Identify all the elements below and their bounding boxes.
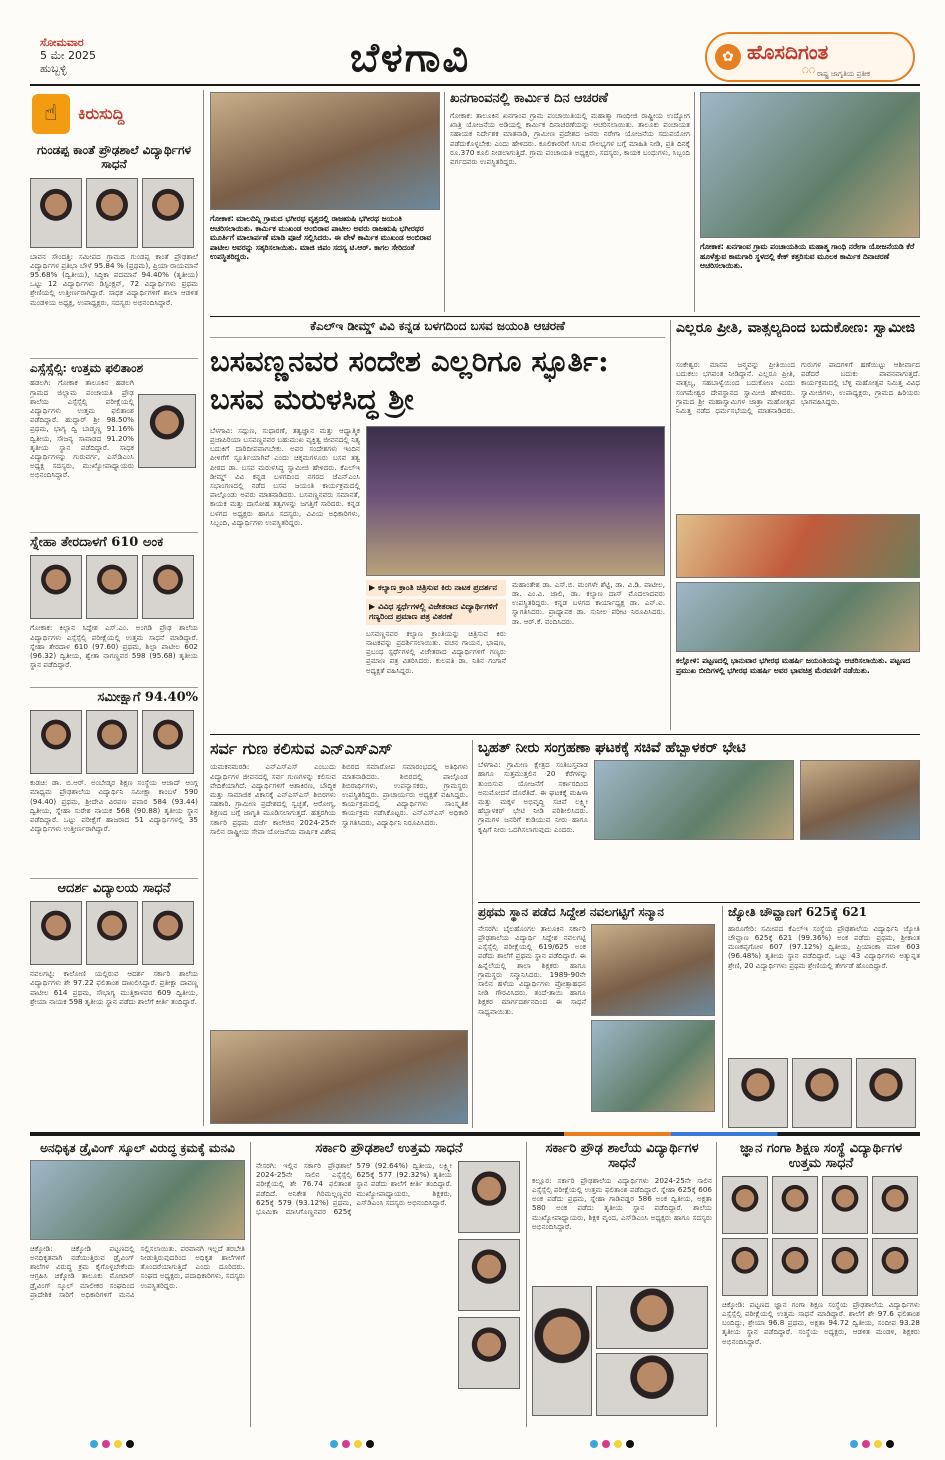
story-title: ಎಸ್ಸೆಸ್ಸೆಲ್ಸಿ: ಉತ್ತಮ ಫಲಿತಾಂಶ (30, 358, 198, 376)
photo-caption: ಗೋಕಾಕ: ಮಾಲದಿನ್ನಿ ಗ್ರಾಮದ ಭಗೀರಥ ವೃತ್ತದಲ್ಲಿ ರಾಜಋಷಿ ಭಗೀರಥ ಜಯಂತಿ ಆಚರಿಸಲಾಯಿತು. ಕಾರ್ಮಿಕ ಮುಖಂಡ ಅಂಬಿರಾವ ಪಾಟೀಲ ಅವರು ರಾಜಋಷಿ ಭಗೀರಥರ ಮೂರ್ತಿಗೆ ಮಾಲಾರ್ಪಣೆ ಮಾಡಿ ಪೂಜೆ ಸಲ್ಲಿಸಿದರು. ಈ ವೇಳೆ ಕಾರ್ಮಿಕ ಮುಖಂಡ ಅಂಬಿರಾವ ಪಾಟೀಲ ಅವರನ್ನು ಸತ್ಕರಿಸಲಾಯಿತು. ಮಾಜಿ ಜಿಪಂ ಸದಸ್ಯ ಟಿ.ಆರ್‌. ಕಾಗಲ ಸೇರಿದಂತೆ ಉಪಸ್ಥಿತರಿದ್ದರು. (210, 214, 432, 261)
student-photo (822, 1176, 868, 1234)
photo-grid (722, 1176, 920, 1296)
story-title: ಖನಗಾಂವನಲ್ಲಿ ಕಾರ್ಮಿಕ ದಿನ ಆಚರಣೆ (450, 91, 608, 106)
logo-text: ಹೊಸದಿಗಂತ (747, 40, 829, 64)
event-photo (366, 426, 665, 576)
news-photo (594, 760, 794, 840)
story-row (478, 760, 920, 886)
student-photo (772, 1176, 818, 1234)
bottom-story-1 (30, 1142, 245, 1427)
story-row (478, 924, 718, 1120)
hebbalkar-story (478, 740, 920, 900)
news-photo (30, 1160, 245, 1240)
kirusuddi-banner (30, 90, 198, 140)
story-title: ಜ್ಞಾನ ಗಂಗಾ ಶಿಕ್ಷಣ ಸಂಸ್ಥೆ ವಿದ್ಯಾರ್ಥಿಗಳ ಉತ್ತಮ ಸಾಧನೆ (739, 1141, 903, 1171)
story-body: ಬೆಳಗಾವಿ: ಸದ್ಗುಣ, ಸುಧಾರಣೆ, ತತ್ವಜ್ಞಾನ ಮತ್ತು ಆಧ್ಯಾತ್ಮಿಕ ಪ್ರಜಾಪಿರಿಯಾ ಬಸವಣ್ಣನವರ ಬಹುಮುಖ ವ್ಯಕ್ತಿತ್ವ ಜೀವನದಲ್ಲಿ ನಿತ್ಯ ಬದುಕಿಗೆ ದಾರಿದೀಪವಾಗಬೇಕು. ಅವರ ಸಂದೇಶಗಳು ಇಂದಿನ ಪೀಳಿಗೆಗೆ ಸ್ಫೂರ್ತಿಯಾಗಿವೆ ಎಂದು ಚಿಕ್ಕಮಗಳೂರು ಬಸವ ತತ್ವ ಪೀಠದ ಡಾ. ಬಸವ ಮರುಳಸಿದ್ಧ ಸ್ವಾಮೀಜಿ ಹೇಳಿದರು. ಕೆಎಲ್‌ಇ ಡೀಮ್ಡ್ ವಿವಿ ಕನ್ನಡ ಬಳಗದಿಂದ ನಗರದ ಜೆಎನ್‌ಎಂಸಿ ಸಭಾಂಗಣದಲ್ಲಿ ನಡೆದ ಬಸವ ಜಯಂತಿ ಕಾರ್ಯಕ್ರಮದಲ್ಲಿ ಪಾಲ್ಗೊಂಡು ಅವರು ಮಾತನಾಡಿದರು. ಬಸವಣ್ಣನವರು ಸಮಾನತೆ, ಕಾಯಕ ಮತ್ತು ದಾಸೋಹ ತತ್ವಗಳನ್ನು ಜಗತ್ತಿಗೆ ಸಾರಿದರು. ಕನ್ನಡ ಬಳಗದ ಅಧ್ಯಕ್ಷರು ಹಾಗೂ ಸದಸ್ಯರು, ವಿವಿಯ ಅಧಿಕಾರಿಗಳು, ಸಿಬ್ಬಂದಿ, ವಿದ್ಯಾರ್ಥಿಗಳು ಉಪಸ್ಥಿತರಿದ್ದರು. (210, 425, 360, 527)
news-photo (591, 924, 715, 1016)
news-photo (676, 582, 920, 652)
student-photo (872, 1176, 918, 1234)
story-body: ನೇಸರಗಿ: ಇಲ್ಲಿನ ಸರ್ಕಾರಿ ಪ್ರೌಢಶಾಲೆ 2024-25ನೇ ಸಾಲಿನ ಎಸ್ಸೆಸ್ಸೆಲ್ಸಿ ಪರೀಕ್ಷೆಯಲ್ಲಿ ಶೇ 76.74 ಫಲಿತಾಂಶ ಪಡೆದಿದೆ. ಅನಿಕೇತ ಗಿರಿಮಲ್ಲಣ್ಣವರ 625ಕ್ಕೆ 579 (93.12%) ಪ್ರಥಮ, ಭೂಮಿಕಾ ಮಾಸಿಗೊಣ್ಣನವರ 625ಕ್ಕೆ 579 (92.64%) ದ್ವಿತೀಯ, ಲಕ್ಷ್ಮೀ 625ಕ್ಕೆ 577 (92.32%) ತೃತೀಯ ಸ್ಥಾನ ಪಡೆದು ಶಾಲೆಗೆ ಕೀರ್ತಿ ತಂದಿದ್ದಾರೆ. ಮುಖ್ಯೋಪಾಧ್ಯಾಯರು, ಶಿಕ್ಷಕರು, ಎಸ್‌ಡಿಎಂಸಿ ಸದಸ್ಯರು ಅಭಿನಂದಿಸಿದ್ದಾರೆ. (256, 1160, 452, 1216)
news-photo (210, 1030, 468, 1124)
photo-stack (591, 924, 715, 1120)
jyoti-story (728, 906, 920, 1128)
bottom-story-2 (256, 1142, 522, 1427)
highlights-box (366, 580, 506, 730)
story-body: ಬಾವನ ಸೌಂದತ್ತಿ: ಸಮೀಪದ ಗ್ರಾಮದ ಗುಂಡಪ್ಪ ಕಾಂತೆ ಪ್ರೌಢಶಾಲೆ ವಿದ್ಯಾರ್ಥಿಗಳ ಪ್ರತಿಭಾ ಬೌಳೆ 95.84 % (ಪ್ರಥಮ), ಪ್ರಿಯಾ ರಾಯಮಾನೆ 95.68% (ದ್ವಿತೀಯ), ಸಿದ್ಧಿಕಾ ಪದಮಾನೆ 94.40% (ತೃತೀಯ) ಒಟ್ಟು 12 ವಿದ್ಯಾರ್ಥಿಗಳು ಡಿಸ್ಟಿಂಕ್ಷನ್, 72 ವಿದ್ಯಾರ್ಥಿಗಳು ಪ್ರಥಮ ಶ್ರೇಣಿಯಲ್ಲಿ ಉತ್ತೀರ್ಣರಾಗಿದ್ದಾರೆ. ಸಾಧಕ ವಿದ್ಯಾರ್ಥಿಗಳಿಗೆ ಶಾಲಾ ಆಡಳಿತ ಮಂಡಳಿಯ ಅಧ್ಯಕ್ಷ, ಉಪಾಧ್ಯಕ್ಷರು, ಸದಸ್ಯರು ಅಭಿನಂದಿಸಿದ್ದಾರೆ. (30, 251, 198, 307)
bottom-story-3 (532, 1142, 712, 1427)
story-title: ಸಮೀಕ್ಷಾಗೆ 94.40% (30, 687, 198, 706)
student-photo (30, 901, 82, 965)
student-photo (30, 555, 82, 619)
masthead-place: ಹುಬ್ಬಳ್ಳಿ (40, 62, 67, 75)
story-body: ಬೆಳಗಾವಿ: ಗ್ರಾಮೀಣ ಕ್ಷೇತ್ರದ ಸಂತಿಬಸ್ತವಾಡ ಹಾಗೂ ಸುತ್ತಮುತ್ತಲಿನ 20 ಕೆರೆಗಳನ್ನು ತುಂಬಿಸುವ ಯೋಜನೆಗೆ ಸರ್ಕಾರದಿಂದ ಅನುಮೋದನೆ ದೊರೆತಿದೆ. ಈ ಘಟಕಕ್ಕೆ ಮಹಿಳಾ ಮತ್ತು ಮಕ್ಕಳ ಅಭಿವೃದ್ಧಿ ಸಚಿವೆ ಲಕ್ಷ್ಮೀ ಹೆಬ್ಬಾಳಕರ್ ಭೇಟಿ ನೀಡಿ ಪರಿಶೀಲಿಸಿದರು. ಗ್ರಾಮಗಳ ಜನರಿಗೆ ಕುಡಿಯುವ ನೀರು ಹಾಗೂ ಕೃಷಿಗೆ ನೀರು ಒದಗಿಸಲಾಗುವುದು ಎಂದರು. (478, 760, 588, 834)
student-photo (142, 901, 194, 965)
siddesh-story (478, 906, 718, 1128)
student-photo (596, 1286, 708, 1349)
photo-caption: ಗೋಕಾಕ: ಖನಗಾಂವ ಗ್ರಾಮ ಪಂಚಾಯತಿಯ ಮಹಾತ್ಮ ಗಾಂಧಿ ನರೇಗಾ ಯೋಜನೆಯಡಿ ಕೆರೆ ಹೂಳೆತ್ತುವ ಕಾಮಗಾರಿ ಸ್ಥಳದಲ್ಲಿ ಕೇಕ್ ಕತ್ತರಿಸುವ ಮೂಲಕ ಕಾರ್ಮಿಕ ದಿನಾಚರಣೆ ಆಚರಿಸಲಾಯಿತು. (700, 242, 915, 270)
story-body: ಮಹಾಂತೇಶ ಡಾ. ಎಸ್‌.ಬಿ. ಮಂಗಳೇ ಶೆಟ್ಟಿ, ಡಾ. ವಿ.ಡಿ. ಪಾಟೀಲ, ಡಾ. ಎಂ.ವಿ. ಜಾಲಿ, ಡಾ. ಕಲ್ಯಾಣ ದಾಸ್‌ ಮೊದಲಾದವರು ಉಪಸ್ಥಿತರಿದ್ದರು. ಕನ್ನಡ ಬಳಗದ ಕಾರ್ಯಾಧ್ಯಕ್ಷ ಡಾ. ಎನ್‌.ಐ. ಸ್ವಾಗತಿಸಿದರು. ಪ್ರಾಧ್ಯಾಪಕ ಡಾ. ಸುನೀಲ ಪರೀಟ ನಿರೂಪಿಸಿದರು. ಡಾ. ಆರ್‌.ಕೆ. ವಂದಿಸಿದರು. (512, 579, 665, 626)
story-body: ಗೋಕಾಕ: ತಾಲೂಕಿನ ಖನಗಾಂವ ಗ್ರಾಮ ಪಂಚಾಯಿತಿಯಲ್ಲಿ ಮಹಾತ್ಮಾ ಗಾಂಧೀಜಿ ರಾಷ್ಟ್ರೀಯ ಉದ್ಯೋಗ ಖಾತ್ರಿ ಯೋಜನೆಯ ಅಡಿಯಲ್ಲಿ ಕಾರ್ಮಿಕ ದಿನಾಚರಣೆಯನ್ನು ಆಚರಿಸಲಾಯಿತು. ತಾಲೂಕು ಪಂಚಾಯತ ಸಹಾಯಕ ನಿರ್ದೇಶಕ ಮಾತನಾಡಿ, ಗ್ರಾಮೀಣ ಪ್ರದೇಶದ ಜನರು ನರೇಗಾ ಯೋಜನೆಯ ಸದುಪಯೋಗ ಪಡೆದುಕೊಳ್ಳಬೇಕು ಎಂದು ಹೇಳಿದರು. ಕೂಲಿಕಾರರಿಗೆ ಸಿಗುವ ಸೌಲಭ್ಯಗಳ ಬಗ್ಗೆ ಮಾಹಿತಿ ನೀಡಿ, ಪ್ರತಿ ದಿನಕ್ಕೆ ರೂ.370 ಕೂಲಿ ನೀಡಲಾಗುತ್ತಿದೆ. ಗ್ರಾಮ ಪಂಚಾಯತಿ ಅಧ್ಯಕ್ಷರು, ಸದಸ್ಯರು, ಕಾಯಕ ಬಂಧುಗಳು, ಸಿಬ್ಬಂದಿ ವರ್ಗದವರು ಉಪಸ್ಥಿತರಿದ್ದರು. (450, 110, 690, 166)
bottom-story-4 (722, 1142, 920, 1427)
column-divider (722, 906, 723, 1128)
registration-dots (850, 1440, 894, 1448)
story-body: ಕಲ್ಲೂರ: ಸರ್ಕಾರಿ ಪ್ರೌಢಶಾಲೆಯ ವಿದ್ಯಾರ್ಥಿಗಳು 2024-25ನೇ ಸಾಲಿನ ಎಸ್ಸೆಸ್ಸೆಲ್ಸಿ ಪರೀಕ್ಷೆಯಲ್ಲಿ ಉತ್ತಮ ಫಲಿತಾಂಶ ಪಡೆದಿದ್ದಾರೆ. ಸ್ನೇಹಾ 625ಕ್ಕೆ 606 ಅಂಕ ಪಡೆದು ಪ್ರಥಮ, ಸ್ನೇಹಾ ಗಾಡಿವಡ್ಡರ 586 ಅಂಕ ದ್ವಿತೀಯ, ಅಕ್ಷತಾ 580 ಅಂಕ ಪಡೆದು ತೃತೀಯ ಸ್ಥಾನ ಪಡೆದಿದ್ದಾರೆ. ಶಾಲೆಯ ಮುಖ್ಯೋಪಾಧ್ಯಾಯರು, ಶಿಕ್ಷಕ ವೃಂದ, ಎಸ್‌ಡಿಎಂಸಿ ಅಧ್ಯಕ್ಷರು ಹಾಗೂ ಸದಸ್ಯರು ಅಭಿನಂದಿಸಿದ್ದಾರೆ. (532, 1175, 712, 1231)
photo-caption: ಕಲ್ಲೋಳಿ: ಪಟ್ಟಣದಲ್ಲಿ ಭಾನುವಾರ ಭಗೀರಥ ಮಹರ್ಷಿ ಜಯಂತಿಯನ್ನು ಆಚರಿಸಲಾಯಿತು. ಪಟ್ಟಣದ ಪ್ರಮುಖ ಬೀದಿಗಳಲ್ಲಿ ಭಗೀರಥ ಮಹರ್ಷಿ ಅವರ ಭಾವಚಿತ್ರ ಮೆರವಣಿಗೆ ನಡೆಯಿತು. (676, 656, 911, 675)
section-rule (210, 316, 920, 317)
student-photo (138, 394, 196, 468)
news-photo (676, 514, 920, 578)
masthead-date (40, 36, 96, 75)
story-title: ಬೃಹತ್ ನೀರು ಸಂಗ್ರಹಣಾ ಘಟಕಕ್ಕೆ ಸಚಿವೆ ಹೆಬ್ಬಾಳಕರ್ ಭೇಟಿ (478, 740, 746, 756)
news-photo (591, 1020, 715, 1112)
column-divider (444, 92, 445, 312)
story-title: ಎಲ್ಲರೂ ಪ್ರೀತಿ, ವಾತ್ಸಲ್ಯದಿಂದ ಬದುಕೋಣ: ಸ್ವಾಮೀಜಿ (676, 320, 916, 336)
story-body: ಹಡಲಗಿ: ಗೋಕಾಕ ತಾಲೂಕಿನ ಹಡಲಗಿ ಗ್ರಾಮದ ಜಿಲ್ಲಾಮ ಪಂಚಾಯತಿ ಪ್ರೌಢ ಶಾಲೆಯ ಎಸ್ಸೆಸ್ಸೆಲ್ಸಿ ಪರೀಕ್ಷೆಯಲ್ಲಿ ವಿದ್ಯಾರ್ಥಿಗಳು ಉತ್ತಮ ಫಲಿತಾಂಶ ಪಡೆದಿದ್ದಾರೆ. ಹುದ್ದಾರ್‌ ಶ್ರೀ 98.50% ಪ್ರಥಮ, ಭಾಗ್ಯ ದ್ವಿ ಬಾಡ್ಮಣ್ಣ 91.16% ದ್ವಿತೀಯ, ಸೌಜನ್ಯ ಸಾವಾಡದ 91.20% ತೃತೀಯ ಸ್ಥಾನ ಪಡೆದಿದ್ದಾರೆ. ಸಾಧಕ ವಿದ್ಯಾರ್ಥಿಗಳನ್ನು ಗುರುವರ್ಗ, ಎಸ್‌ಡಿಎಂಸಿ ಅಧ್ಯಕ್ಷ ಸದಸ್ಯರು, ಮುಖ್ಯೋಪಾಧ್ಯಾಯರು ಅಭಿನಂದಿಸಿದ್ದಾರೆ. (30, 378, 134, 480)
story-body: ನೇಸರಗಿ: ಬೈಲಹೊಂಗಲ ತಾಲೂಕಿನ ಸರ್ಕಾರಿ ಪ್ರೌಢಶಾಲೆಯ ವಿದ್ಯಾರ್ಥಿ ಸಿದ್ದೇಶ ನವಲಗಟ್ಟಿ ಎಸ್ಸೆಸ್ಸೆಲ್ಸಿ ಪರೀಕ್ಷೆಯಲ್ಲಿ 619/625 ಅಂಕ ಪಡೆದು ಶಾಲೆಗೆ ಪ್ರಥಮ ಸ್ಥಾನ ಪಡೆದಿದ್ದಾರೆ. ಈ ಹಿನ್ನೆಲೆಯಲ್ಲಿ ಶಾಲಾ ಶಿಕ್ಷಕರು ಹಾಗೂ ಗ್ರಾಮಸ್ಥರು ಸನ್ಮಾನಿಸಿದರು. 1989-90ನೇ ಸಾಲಿನ ಹಳೆಯ ವಿದ್ಯಾರ್ಥಿಗಳು ಪ್ರೋತ್ಸಾಹಧನ ನೀಡಿ ಗೌರವಿಸಿದರು. ತಂದೆ-ತಾಯಿ ಹಾಗೂ ಶಿಕ್ಷಕರ ಮಾರ್ಗದರ್ಶನದಿಂದ ಈ ಸಾಧನೆ ಸಾಧ್ಯವಾಯಿತು. (478, 923, 586, 1016)
highlight-item: ▶ ಕಲ್ಯಾಣ ಕ್ರಾಂತಿ ಚಿತ್ರಿಸುವ ಕಿರು ನಾಟಕ ಪ್ರದರ್ಶನ (366, 580, 506, 596)
story-title: ಜ್ಯೋತಿ ಚೌವ್ಹಾಣಗೆ 625ಕ್ಕೆ 621 (728, 905, 868, 919)
page-title: ಬೆಳಗಾವಿ (350, 34, 471, 81)
photo-row (728, 1058, 920, 1128)
registration-dots (590, 1440, 634, 1448)
top-story-2 (450, 92, 690, 312)
column-divider (670, 320, 671, 730)
color-strip (30, 1132, 920, 1136)
student-photo (142, 555, 194, 619)
photo-stack (458, 1161, 520, 1411)
story-title: ಆದರ್ಶ ವಿದ್ಯಾಲಯ ಸಾಧನೆ (30, 878, 198, 897)
masthead-rule (30, 84, 920, 86)
top-story-1 (210, 92, 440, 312)
photo-row (30, 178, 198, 248)
student-photo (86, 901, 138, 965)
photo-row (30, 901, 198, 965)
lead-story (210, 320, 665, 730)
story-title: ಸರ್ಕಾರಿ ಪ್ರೌಢ ಶಾಲೆಯ ವಿದ್ಯಾರ್ಥಿಗಳ ಸಾಧನೆ (545, 1141, 699, 1171)
story-title: ಗುಂಡಪ್ಪ ಕಾಂತೆ ಪ್ರೌಢಶಾಲೆ ವಿದ್ಯಾರ್ಥಿಗಳ ಸಾಧನೆ (37, 143, 191, 171)
photo-row (30, 710, 198, 774)
registration-dots (330, 1440, 374, 1448)
column-divider (472, 740, 473, 1128)
newspaper-logo (705, 32, 915, 82)
news-photo (700, 92, 920, 238)
top-story-3 (700, 92, 920, 312)
student-photo (596, 1353, 708, 1416)
story-body: ಹಾರೂಗೇರಿ: ಸಮೀಪದ ಕೆಎಲ್‌ಇ ಸಂಸ್ಥೆಯ ಪ್ರೌಢಶಾಲೆಯ ವಿದ್ಯಾರ್ಥಿನಿ ಜ್ಯೋತಿ ಚೌವ್ಹಾಣ 625ಕ್ಕೆ 621 (99.36%) ಅಂಕ ಪಡೆದು ಪ್ರಥಮ, ಶ್ರೀಕಾಂತ ಮಣಕಪ್ಪಗೋಳ 607 (97.12%) ದ್ವಿತೀಯ, ಪ್ರಿಯಾಂಕಾ ಮಾಳಿ 603 (96.48%) ತೃತೀಯ ಸ್ಥಾನ ಪಡೆದಿದ್ದಾರೆ. ಒಟ್ಟು 43 ವಿದ್ಯಾರ್ಥಿಗಳು ಅತ್ಯುನ್ನತ ಶ್ರೇಣಿ, 20 ವಿದ್ಯಾರ್ಥಿಗಳು ಪ್ರಥಮ ಶ್ರೇಣಿಯಲ್ಲಿ ತೇರ್ಗಡೆ ಹೊಂದಿದ್ದಾರೆ. (728, 923, 920, 970)
student-photo (856, 1058, 916, 1128)
story-title: ಸ್ನೇಹಾ ತೇರದಾಳಗೆ 610 ಅಂಕ (30, 532, 198, 551)
story-title: ಸರ್ವ ಗುಣ ಕಲಿಸುವ ಎನ್‌ಎಸ್‌ಎಸ್ (210, 739, 393, 758)
student-photo (30, 178, 82, 248)
photo-row (30, 555, 198, 619)
registration-dots (90, 1440, 134, 1448)
photo-stack (596, 1286, 708, 1416)
nss-story (210, 740, 468, 1128)
student-photo (792, 1058, 852, 1128)
highlight-text: ಕಲ್ಯಾಣ ಕ್ರಾಂತಿ ಚಿತ್ರಿಸುವ ಕಿರು ನಾಟಕ ಪ್ರದರ್ಶನ (377, 582, 497, 592)
hand-icon: ☝ (32, 94, 70, 134)
section-rule (478, 902, 920, 903)
column-divider (250, 1142, 251, 1427)
masthead-day: ಸೋಮವಾರ (40, 36, 84, 49)
column-divider (716, 1142, 717, 1427)
story-row (256, 1161, 522, 1411)
student-photo (822, 1238, 868, 1296)
student-photo (458, 1161, 520, 1233)
story-body: ಯಮಕನಮರಡಿ: ಎನ್‌ಎಸ್‌ಎಸ್ ಎಂಬುದು ವಿದ್ಯಾರ್ಥಿಗಳ ಜೀವನದಲ್ಲಿ ಸರ್ವ ಗುಣಗಳನ್ನು ಕಲಿಸುವ ವೇದಿಕೆಯಾಗಿದೆ. ವಿದ್ಯಾರ್ಥಿಗಳಿಗೆ ಆಶಾಕಿರಣ, ಬೌದ್ಧಿಕ ಮತ್ತು ಸಾಮಾಜಿಕ ವಿಕಾಸಕ್ಕೆ ಎನ್‌ಎಸ್‌ಎಸ್ ಶಿಬಿರಗಳು ಸಹಕಾರಿ. ಗ್ರಾಮೀಣ ಪ್ರದೇಶದಲ್ಲಿ ಸ್ವಚ್ಛತೆ, ಆರೋಗ್ಯ, ಶಿಕ್ಷಣದ ಬಗ್ಗೆ ಜಾಗೃತಿ ಮೂಡಿಸಲಾಗುತ್ತದೆ. ಹತ್ತರಗಿಯ ಸರ್ಕಾರಿ ಪ್ರಥಮ ದರ್ಜೆ ಕಾಲೇಜಿನ 2024-25ನೇ ಸಾಲಿನ ರಾಷ್ಟ್ರೀಯ ಸೇವಾ ಯೋಜನೆಯ ವಾರ್ಷಿಕ ವಿಶೇಷ ಶಿಬಿರದ ಸಮಾರೋಪ ಸಮಾರಂಭದಲ್ಲಿ ಅತಿಥಿಗಳು ಮಾತನಾಡಿದರು. ಶಿಬಿರದಲ್ಲಿ ಪಾಲ್ಗೊಂಡ ಶಿಬಿರಾರ್ಥಿಗಳು, ಉಪನ್ಯಾಸಕರು, ಗ್ರಾಮಸ್ಥರು ಉಪಸ್ಥಿತರಿದ್ದರು. ಪ್ರಾಚಾರ್ಯರು ಅಧ್ಯಕ್ಷತೆ ವಹಿಸಿದ್ದರು. ಕಾರ್ಯಕ್ರಮದಲ್ಲಿ ವಿದ್ಯಾರ್ಥಿಗಳು ಸಾಂಸ್ಕೃತಿಕ ಕಾರ್ಯಕ್ರಮ ನಡೆಸಿಕೊಟ್ಟರು. ಎನ್‌ಎಸ್‌ಎಸ್ ಅಧಿಕಾರಿ ಸ್ವಾಗತಿಸಿದರು, ವಿದ್ಯಾರ್ಥಿನಿ ನಿರೂಪಿಸಿದರು. (210, 762, 468, 836)
photo-row (532, 1286, 712, 1416)
highlight-item: ▶ ವಿವಿಧ ಸ್ಪರ್ಧೆಗಳಲ್ಲಿ ವಿಜೇತರಾದ ವಿದ್ಯಾರ್ಥಿಗಳಿಗೆ ಗಣ್ಯರಿಂದ ಪ್ರಮಾಣ ಪತ್ರ ವಿತರಣೆ (366, 599, 506, 625)
story-title: ಅನಧಿಕೃತ ಡ್ರೈವಿಂಗ್ ಸ್ಕೂಲ್ ವಿರುದ್ಧ ಕ್ರಮಕ್ಕೆ ಮನವಿ (40, 1141, 235, 1155)
news-photo (210, 92, 440, 210)
student-photo (142, 178, 194, 248)
student-photo (86, 555, 138, 619)
column-divider (526, 1142, 527, 1427)
student-photo (142, 710, 194, 774)
lead-right (366, 426, 665, 736)
story-block (30, 378, 198, 528)
logo-tagline: ರಾಷ್ಟ್ರ ಜಾಗೃತಿಯ ಪ್ರತೀಕ (817, 70, 871, 78)
story-title: ಸರ್ಕಾರಿ ಪ್ರೌಢಶಾಲೆ ಉತ್ತಮ ಸಾಧನೆ (315, 1141, 463, 1156)
story-body: ಗೋಕಾಕ: ಕಿಲ್ಲಾನ ಸಿದ್ದೇಶ ಎಸ್‌.ಎಂ. ಅಂಗಡಿ ಪ್ರೌಢ ಶಾಲೆಯ ವಿದ್ಯಾರ್ಥಿಗಳು ಎಸ್ಸೆಸ್ಸೆಲ್ಸಿ ಪರೀಕ್ಷೆಯಲ್ಲಿ ಉತ್ತಮ ಸಾಧನೆ ಮಾಡಿದ್ದಾರೆ. ಸ್ನೇಹಾ ತೇರದಾಳ 610 (97.60) ಪ್ರಥಮ, ಶಿಲ್ಪಾ ಪಾಟೀಲ 602 (96.32) ದ್ವಿತೀಯ, ಶ್ವೇತಾ ನಾಗಣ್ಣವರ 598 (95.68) ತೃತೀಯ ಸ್ಥಾನ ಪಡೆದಿದ್ದಾರೆ. (30, 623, 198, 670)
right-story (676, 320, 920, 730)
story-body: ಬಸವಣ್ಣನವರ ಕಲ್ಯಾಣ ಕ್ರಾಂತಿಯನ್ನು ಚಿತ್ರಿಸುವ ಕಿರು ನಾಟಕವನ್ನು ಪ್ರದರ್ಶಿಸಲಾಯಿತು. ವಚನ ಗಾಯನ, ಭಾಷಣ, ಪ್ರಬಂಧ ಸ್ಪರ್ಧೆಗಳಲ್ಲಿ ವಿಜೇತರಾದ ವಿದ್ಯಾರ್ಥಿಗಳಿಗೆ ಗಣ್ಯರು ಪ್ರಮಾಣ ಪತ್ರ ವಿತರಿಸಿದರು. ಕುಲಪತಿ ಡಾ. ನಿತಿನ ಗಂಗಾನೆ ಅಧ್ಯಕ್ಷತೆ ವಹಿಸಿದ್ದರು. (366, 628, 506, 675)
student-photo (86, 178, 138, 248)
lead-kicker: ಕೆಎಲ್‌ಇ ಡೀಮ್ಡ್ ವಿವಿ ಕನ್ನಡ ಬಳಗದಿಂದ ಬಸವ ಜಯಂತಿ ಆಚರಣೆ (210, 320, 665, 338)
story-body: ಕುಡಚಿ: ಡಾ. ಬಿ.ಆರ್‌. ಅಂಬೇಡ್ಕರ ಶಿಕ್ಷಣ ಸಂಸ್ಥೆಯ ಆಜಾದ್‌ ಆಂಗ್ಲ ಮಾಧ್ಯಮ ಪ್ರೌಢಶಾಲೆಯ ವಿದ್ಯಾರ್ಥಿನಿ ಸಮೀಕ್ಷಾ ಕಾಂಬಳೆ 590 (94.40) ಪ್ರಥಮ, ಶ್ರೀದೇವಿ ವಿರಪಣ ಪವಾರ 584 (93.44) ದ್ವಿತೀಯ, ಸ್ನೇಹಾ ಸುರೇಶ ನಾಯಕ 568 (90.88) ತೃತೀಯ ಸ್ಥಾನ ಪಡೆದಿದ್ದಾರೆ. ಒಟ್ಟು ಪರೀಕ್ಷೆಗೆ ಹಾಜರಾದ 51 ವಿದ್ಯಾರ್ಥಿಗಳಲ್ಲಿ 35 ವಿದ್ಯಾರ್ಥಿಗಳು ಉತ್ತೀರ್ಣರಾಗಿದ್ದಾರೆ. (30, 778, 198, 834)
left-column (30, 90, 198, 1126)
student-photo (86, 710, 138, 774)
student-photo (722, 1176, 768, 1234)
logo-emblem-icon: ✿ (715, 44, 741, 70)
student-photo (458, 1239, 520, 1311)
student-photo (728, 1058, 788, 1128)
student-photo (458, 1317, 520, 1389)
highlight-text: ವಿವಿಧ ಸ್ಪರ್ಧೆಗಳಲ್ಲಿ ವಿಜೇತರಾದ ವಿದ್ಯಾರ್ಥಿಗಳಿಗೆ ಗಣ್ಯರಿಂದ ಪ್ರಮಾಣ ಪತ್ರ ವಿತರಣೆ (369, 601, 498, 621)
story-body: ನವಲಗಟ್ಟಿ: ಕಾಲೋಣಿ ಯಲ್ಲಿರುವ ಆದರ್ಶ ಸರ್ಕಾರಿ ಶಾಲೆಯ ವಿದ್ಯಾರ್ಥಿಗಳು ಶೇ 97.22 ಫಲಿತಾಂಶ ದಾಖಲಿಸಿದ್ದಾರೆ. ಪ್ರತೀಕ್ಷಾ ದಾವಣ್ಣ ಪಾಟೀಲ 614 ಪ್ರಥಮ, ಸೌಭಾಗ್ಯ ಮುತ್ತಿಕಾಳವರ 609 ದ್ವಿತೀಯ, ಶ್ರೇಯಾ ನಾಯಕ 598 ತೃತೀಯ ಸ್ಥಾನ ಪಡೆದು ಶಾಲೆಗೆ ಕೀರ್ತಿ ತಂದಿದ್ದಾರೆ. (30, 969, 198, 1006)
student-photo (722, 1238, 768, 1296)
lead-body-row (210, 426, 665, 736)
student-photo (532, 1286, 592, 1416)
lead-sub-row (366, 580, 665, 730)
student-photo (30, 710, 82, 774)
story-title: ಪ್ರಥಮ ಸ್ಥಾನ ಪಡೆದ ಸಿದ್ದೇಶ ನವಲಗಟ್ಟಿಗೆ ಸನ್ಮಾನ (478, 905, 664, 919)
page-number: ೧೧ (802, 62, 816, 76)
masthead-date-text: 5 ಮೇ 2025 (40, 49, 97, 62)
column-divider (694, 92, 695, 312)
story-body: ಚಿಕ್ಕೋಡಿ: ಪಟ್ಟಣದ ಜ್ಞಾನ ಗಂಗಾ ಶಿಕ್ಷಣ ಸಂಸ್ಥೆಯ ಪ್ರೌಢಶಾಲೆಯ ವಿದ್ಯಾರ್ಥಿಗಳು ಎಸ್ಸೆಸ್ಸೆಲ್ಸಿ ಪರೀಕ್ಷೆಯಲ್ಲಿ ಉತ್ತಮ ಸಾಧನೆ ಮಾಡಿದ್ದಾರೆ. ಶಾಲೆಗೆ ಶೇ 97.6 ಫಲಿತಾಂಶ ಬಂದಿದ್ದು, ಶ್ರೇಯಾ 96.8 ಪ್ರಥಮ, ಅಕ್ಷತಾ 94.72 ದ್ವಿತೀಯ, ಸಂದೀಪ 93.28 ತೃತೀಯ ಸ್ಥಾನ ಪಡೆದಿದ್ದಾರೆ. ಸಂಸ್ಥೆಯ ಅಧ್ಯಕ್ಷರು, ಆಡಳಿತ ಮಂಡಳಿ, ಶಿಕ್ಷಕರು ಅಭಿನಂದಿಸಿದ್ದಾರೆ. (722, 1299, 920, 1346)
kirusuddi-label: ಕಿರುಸುದ್ದಿ (78, 104, 125, 123)
news-photo (800, 760, 920, 840)
section-rule (210, 734, 920, 735)
story-body: ಚಿಕ್ಕೋಡಿ: ಚಿಕ್ಕೋಡಿ ಪಟ್ಟಣದಲ್ಲಿ ಅನಧಿಕೃತವಾಗಿ ನಡೆಯುತ್ತಿರುವ ಡ್ರೈವಿಂಗ್ ಶಾಲೆಗಳ ವಿರುದ್ಧ ಕ್ರಮ ಕೈಗೊಳ್ಳಬೇಕೆಂದು ಆಗ್ರಹಿಸಿ ಚಿಕ್ಕೋಡಿ ತಾಲೂಕು ಮೋಟಾರ್ ಡ್ರೈವಿಂಗ್ ಸ್ಕೂಲ್ ಮಾಲೀಕರ ಸಂಘದಿಂದ ಪ್ರಾದೇಶಿಕ ಸಾರಿಗೆ ಅಧಿಕಾರಿಗಳಿಗೆ ಮನವಿ ಸಲ್ಲಿಸಲಾಯಿತು. ಪರವಾನಗಿ ಇಲ್ಲದೆ ತರಬೇತಿ ನೀಡುತ್ತಿರುವುದರಿಂದ ಅಧಿಕೃತ ಶಾಲೆಗಳಿಗೆ ತೊಂದರೆಯಾಗುತ್ತಿದೆ ಎಂದು ದೂರಿದರು. ಸಂಘದ ಅಧ್ಯಕ್ಷರು, ಪದಾಧಿಕಾರಿಗಳು, ಸದಸ್ಯರು ಉಪಸ್ಥಿತರಿದ್ದರು. (30, 1243, 245, 1299)
column-divider (203, 90, 204, 1126)
student-photo (872, 1238, 918, 1296)
lead-headline: ಬಸವಣ್ಣನವರ ಸಂದೇಶ ಎಲ್ಲರಿಗೂ ಸ್ಫೂರ್ತಿ: ಬಸವ ಮರುಳಸಿದ್ಧ ಶ್ರೀ (210, 343, 609, 416)
student-photo (772, 1238, 818, 1296)
story-body: ಸಂಕೇಶ್ವರ: ಮಾನವ ಜನ್ಮವನ್ನು ಪ್ರೀತಿಯಿಂದ ಬದುಕಲು ಭಗವಂತ ನೀಡಿದ್ದಾನೆ. ಎಲ್ಲರೂ ಪ್ರೀತಿ, ವಾತ್ಸಲ್ಯ, ಸಹಬಾಳ್ವೆಯಿಂದ ಬದುಕೋಣ ಎಂದು ಸಂಗಮೇಶ್ವರ ದೇವಸ್ಥಾನದ ಸ್ವಾಮೀಜಿ ಹೇಳಿದರು. ಗ್ರಾಮದ ಶ್ರೀ ಮಹಾಸ್ವಾಮಿಗಳ ಜಾತ್ರಾ ಮಹೋತ್ಸವ ನಿಮಿತ್ತ ನಡೆದ ಧರ್ಮಸಭೆಯಲ್ಲಿ ಮಾತನಾಡಿದರು. ಗುರುಗಳ ಪಾದಗಳಿಗೆ ಹಣೆಯಿಟ್ಟು ಆಶೀರ್ವಾದ ಪಡೆದರೆ ಬದುಕು ಪಾವನವಾಗುತ್ತದೆ. ಕಾರ್ಯಕ್ರಮದಲ್ಲಿ ಬೆಳ್ಳಿ ಮಹೋತ್ಸವ ನಿಮಿತ್ತ ವಿವಿಧ ಸ್ವಾಮೀಜಿಗಳು, ಉಪಾಧ್ಯಕ್ಷರು, ಗ್ರಾಮದ ಹಿರಿಯರು ಭಾಗವಹಿಸಿದ್ದರು. (676, 360, 920, 416)
